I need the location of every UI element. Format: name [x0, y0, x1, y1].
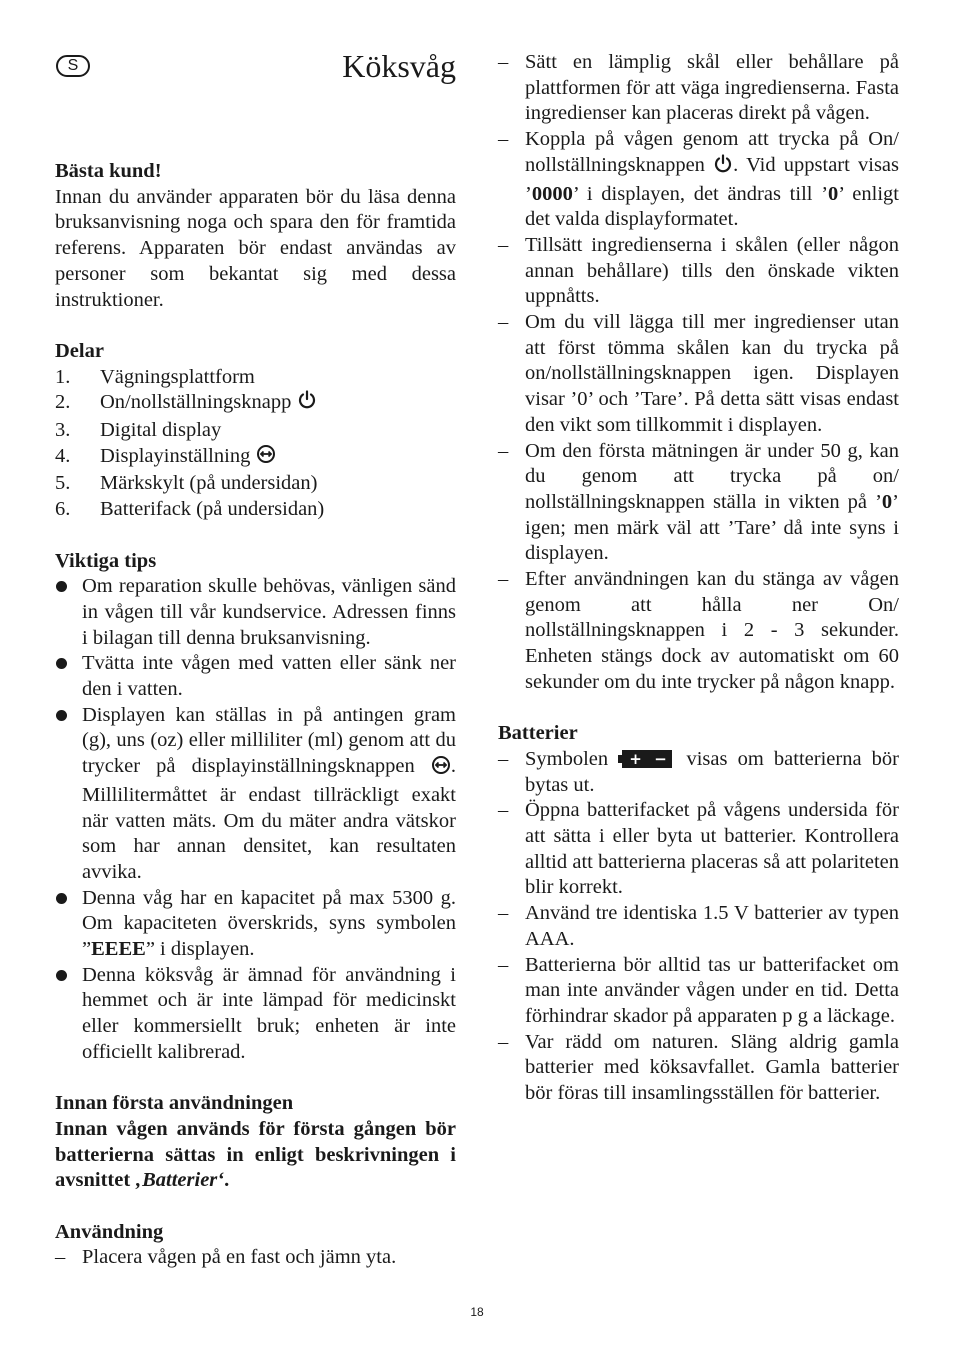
usage-list-left	[55, 1245, 456, 1271]
page-number: 18	[470, 1305, 484, 1319]
list-item	[55, 365, 456, 391]
bullet-icon	[55, 963, 82, 1066]
list-item	[55, 651, 456, 702]
tips-heading: Viktiga tips	[55, 549, 157, 572]
usage-list-right	[498, 50, 899, 696]
usage-text: Efter användningen kan du stänga av vågen genom att hålla ner On/ nollställningsknappen i 2 - 3 sekunder. Enheten stängs dock av automatiskt om 60 sekunder om du inte trycker på någon knapp.	[525, 568, 899, 693]
list-item: – Använd tre identiska 1.5 V batterier av typen AAA.	[498, 901, 899, 952]
item-number: 3.	[55, 419, 71, 442]
list-item: – Placera vågen på en fast och jämn yta.	[55, 1245, 456, 1271]
language-badge: S	[56, 55, 90, 77]
tip-text: Om reparation skulle behövas, vänligen sänd in vågen till vår kundservice. Adressen finns i bilagan till denna bruksanvisning.	[82, 575, 456, 649]
battery-low-icon: + −	[622, 750, 672, 768]
usage-text: Sätt en lämplig skål eller behållare på plattformen för att väga ingredienserna. Fasta ingredienser kan placeras direkt på vågen.	[525, 51, 899, 125]
list-item	[55, 390, 456, 418]
right-column	[498, 0, 899, 1107]
list-item	[55, 471, 456, 497]
usage-heading: Användning	[55, 1220, 164, 1243]
display-setting-icon	[431, 755, 451, 783]
first-use-text: Innan vågen används för första gången bör batterierna sättas in enligt beskrivningen i avsnittet ‚Batterier‘.	[55, 1117, 456, 1192]
list-item: – Öppna batterifacket på vågens undersida för att sätta i eller byta ut batterier. Kontrollera alltid att batterierna placeras så att polariteten blir korrekt.	[498, 798, 899, 901]
usage-text: Om du vill lägga till mer ingredienser utan att först tömma skålen kan du trycka på on/nollställningsknappen igen. Displayen visar ’0’ och ’Tare’. På detta sätt visas endast den vikt som tillkommit i displayen.	[525, 311, 899, 436]
usage-text: Placera vågen på en fast och jämn yta.	[82, 1246, 397, 1269]
page-title: Köksvåg	[342, 48, 456, 84]
power-icon	[297, 390, 317, 418]
tip-text: Denna köksvåg är ämnad för användning i hemmet och är inte lämpad för medicinskt eller kommersiellt bruk; enheten är inte officiellt kalibrerad.	[82, 963, 456, 1063]
usage-text: Tillsätt ingredienserna i skålen (eller någon annan behållare) tills den önskade vikten uppnåtts.	[525, 233, 899, 308]
item-number: 1.	[55, 365, 71, 388]
display-setting-icon	[256, 444, 276, 472]
list-item: – Symbolen + − visas om batterierna bör bytas ut.	[498, 747, 899, 798]
list-item: – Batterierna bör alltid tas ur batterifacket om man inte använder vågen under en tid. Detta förhindrar skador på apparaten p g a läckage.	[498, 953, 899, 1030]
tip-text: Displayen kan ställas in på antingen gram (g), uns (oz) eller milliliter (ml) genom att du trycker på displayinställningsknappen . Millilitermåttet är endast tillräckligt exakt när vatten mäts. Om du mäter andra vätskor som har annan densitet, kan resultaten avvika.	[82, 703, 456, 883]
intro-text: Innan du använder apparaten bör du läsa denna bruksanvisning noga och spara den för framtida referens. Apparaten bör endast användas av personer som bekantat sig med dessa instruktioner.	[55, 185, 456, 311]
tip-text: Tvätta inte vågen med vatten eller sänk ner den i vatten.	[82, 652, 456, 701]
parts-heading: Delar	[55, 339, 104, 362]
batteries-list	[498, 747, 899, 1107]
item-label: Batterifack (på undersidan)	[100, 498, 325, 521]
item-label: Digital display	[100, 419, 222, 442]
list-item	[55, 886, 456, 963]
list-item	[55, 703, 456, 886]
parts-list	[55, 365, 456, 523]
list-item	[55, 963, 456, 1066]
item-number: 2.	[55, 391, 71, 414]
item-label: On/nollställningsknapp	[100, 391, 292, 414]
battery-text: Var rädd om naturen. Släng aldrig gamla batterier med köksavfallet. Gamla batterier bör föras till insamlingsställen för batterier.	[525, 1030, 899, 1105]
list-item	[55, 497, 456, 523]
battery-text: Batterierna bör alltid tas ur batterifacket om man inte använder vågen under en tid. Detta förhindrar skador på apparaten p g a läckage.	[525, 953, 899, 1027]
bullet-icon	[55, 651, 82, 702]
list-item: – Sätt en lämplig skål eller behållare på plattformen för att väga ingredienserna. Fasta ingredienser kan placeras direkt på vågen.	[498, 50, 899, 127]
list-item: – Efter användningen kan du stänga av vågen genom att hålla ner On/ nollställningsknappen i 2 - 3 sekunder. Enheten stängs dock av automatiskt om 60 sekunder om du inte trycker på någon knapp.	[498, 567, 899, 696]
list-item: – Koppla på vågen genom att trycka på On/ nollställningsknappen . Vid uppstart visas ’0000’ i displayen, det ändras till ’0’ enligt det valda displayformatet.	[498, 127, 899, 233]
list-item	[55, 574, 456, 651]
item-number: 4.	[55, 444, 71, 467]
usage-text: Koppla på vågen genom att trycka på On/ nollställningsknappen . Vid uppstart visas ’0000’ i displayen, det ändras till ’0’ enligt det valda displayformatet.	[525, 128, 899, 231]
power-icon	[713, 154, 733, 182]
battery-text: Öppna batterifacket på vågens undersida för att sätta i eller byta ut batterier. Kontrollera alltid att batterierna placeras så att polariteten blir korrekt.	[525, 799, 899, 899]
list-item: – Om du vill lägga till mer ingredienser utan att först tömma skålen kan du trycka på on/nollställningsknappen igen. Displayen visar ’0’ och ’Tare’. På detta sätt visas endast den vikt som tillkommit i displayen.	[498, 310, 899, 439]
left-column	[55, 0, 456, 1271]
list-item: – Tillsätt ingredienserna i skålen (eller någon annan behållare) tills den önskade vikten uppnåtts.	[498, 233, 899, 310]
bullet-icon	[55, 886, 82, 963]
list-item: – Var rädd om naturen. Släng aldrig gamla batterier med köksavfallet. Gamla batterier bör föras till insamlingsställen för batterier.	[498, 1030, 899, 1107]
list-item	[55, 444, 456, 472]
item-label: Märkskylt (på undersidan)	[100, 472, 318, 495]
list-item: – Om den första mätningen är under 50 g, kan du genom att trycka på on/ nollställningsknappen ställa in vikten på ’0’ igen; men märk väl att ’Tare’ då inte syns i displayen.	[498, 439, 899, 568]
tips-list	[55, 574, 456, 1065]
usage-text: Om den första mätningen är under 50 g, kan du genom att trycka på on/ nollställningsknappen ställa in vikten på ’0’ igen; men märk väl att ’Tare’ då inte syns i displayen.	[525, 439, 899, 565]
batteries-heading: Batterier	[498, 722, 578, 745]
tip-text: Denna våg har en kapacitet på max 5300 g. Om kapaciteten överskrids, syns symbolen ”EEEE” i displayen.	[82, 886, 456, 961]
battery-text: Symbolen + − visas om batterierna bör bytas ut.	[525, 747, 899, 796]
intro-heading: Bästa kund!	[55, 160, 162, 182]
bullet-icon	[55, 703, 82, 886]
item-label: Vägningsplattform	[100, 365, 255, 388]
item-number: 6.	[55, 498, 71, 521]
item-number: 5.	[55, 472, 71, 495]
battery-text: Använd tre identiska 1.5 V batterier av typen AAA.	[525, 902, 899, 950]
bullet-icon	[55, 574, 82, 651]
item-label: Displayinställning	[100, 444, 251, 467]
first-use-heading: Innan första användningen	[55, 1092, 294, 1115]
list-item	[55, 418, 456, 444]
